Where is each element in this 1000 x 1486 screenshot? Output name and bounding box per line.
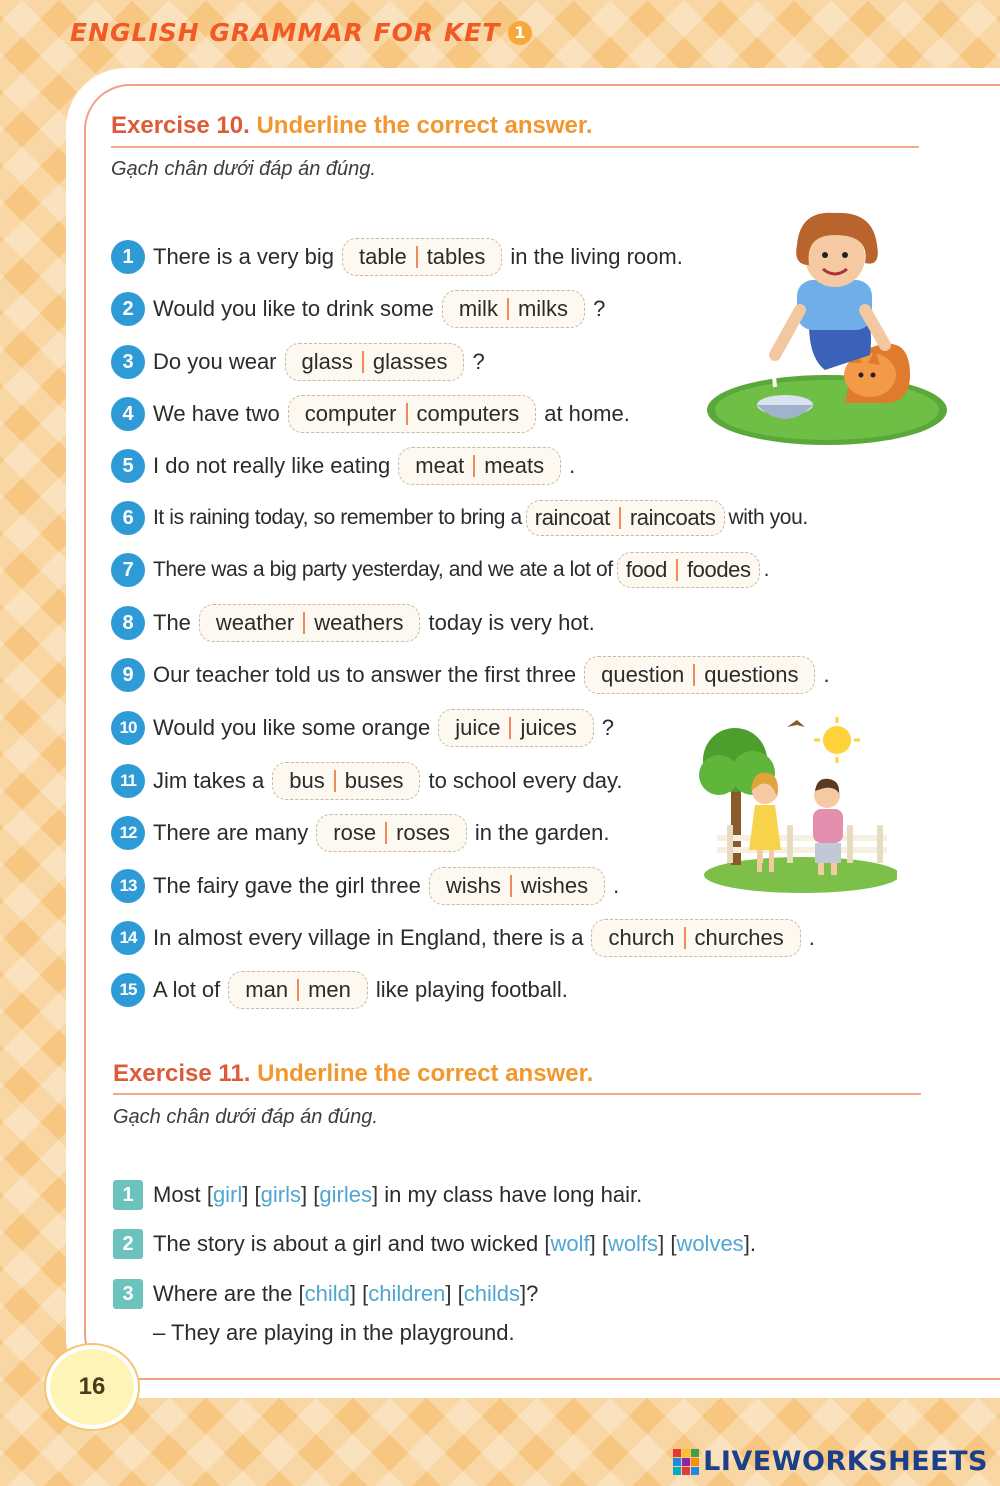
question-row xyxy=(111,866,619,906)
question-number: 9 xyxy=(111,658,145,692)
answer-choice[interactable]: wolves xyxy=(676,1231,744,1256)
question-number: 11 xyxy=(111,764,145,798)
exercise-11-subtitle: Gạch chân dưới đáp án đúng. xyxy=(113,1106,378,1128)
exercise-10-heading xyxy=(111,112,593,140)
question-number: 14 xyxy=(111,921,145,955)
question-text-before: In almost every village in England, there is a xyxy=(153,925,584,950)
question-row: 2 The story is about a girl and two wicked [ wolf ] [ wolfs ] [ wolves ] . xyxy=(113,1229,756,1259)
answer-option[interactable]: table xyxy=(358,244,407,269)
answer-choice-box xyxy=(342,238,502,276)
question-text-after: ? xyxy=(526,1281,539,1306)
question-number: 10 xyxy=(111,711,145,745)
unit-badge: 1 xyxy=(508,21,532,45)
question-text-after: ? xyxy=(593,296,606,321)
question-text-after: . xyxy=(613,873,620,898)
answer-choice[interactable]: children xyxy=(368,1281,446,1306)
answer-option[interactable]: weather xyxy=(215,610,295,635)
answer-option[interactable]: meat xyxy=(415,453,465,478)
answer-option[interactable]: bus xyxy=(289,768,325,793)
question-number: 13 xyxy=(111,869,145,903)
question-text-after: . xyxy=(808,925,815,950)
question-text-after: . xyxy=(749,1231,756,1256)
question-text-after: in my class have long hair. xyxy=(384,1182,643,1207)
answer-option[interactable]: computer xyxy=(304,401,397,426)
question-row xyxy=(111,655,830,695)
question-text-before: We have two xyxy=(153,401,280,426)
answer-option[interactable]: meats xyxy=(484,453,545,478)
exercise-11-heading xyxy=(113,1060,593,1088)
question-row xyxy=(111,550,769,590)
answer-line: – They are playing in the playground. xyxy=(153,1320,515,1345)
question-number: 2 xyxy=(113,1229,143,1259)
footer-rule xyxy=(130,1378,1000,1380)
option-divider xyxy=(693,664,695,686)
answer-option[interactable]: raincoats xyxy=(629,505,716,530)
exercise-11-rule xyxy=(113,1093,921,1095)
question-text-after: ? xyxy=(601,715,614,740)
exercise-10-subtitle: Gạch chân dưới đáp án đúng. xyxy=(111,158,376,180)
question-text-before: It is raining today, so remember to bring a xyxy=(153,506,522,529)
question-number: 7 xyxy=(111,553,145,587)
question-text-after: like playing football. xyxy=(375,977,568,1002)
answer-choice-box xyxy=(584,656,815,694)
question-text-before: Would you like some orange xyxy=(153,715,431,740)
answer-option[interactable]: wishes xyxy=(520,873,589,898)
option-divider xyxy=(385,822,387,844)
exercise-11-instruction: Underline the correct answer. xyxy=(257,1060,594,1087)
answer-option[interactable]: men xyxy=(308,977,351,1002)
exercise-10-instruction: Underline the correct answer. xyxy=(256,112,593,139)
answer-option[interactable]: juices xyxy=(520,715,577,740)
answer-option[interactable]: rose xyxy=(333,820,377,845)
answer-choice-box xyxy=(272,762,420,800)
liveworksheets-logo-icon xyxy=(673,1449,699,1475)
answer-choice-box xyxy=(288,395,536,433)
question-text-before: The story is about a girl and two wicked xyxy=(153,1231,539,1256)
question-row: 1 Most [ girl ] [ girls ] [ girles ] in my class have long hair. xyxy=(113,1180,642,1210)
answer-choice-box xyxy=(591,919,800,957)
question-text-before: There was a big party yesterday, and we ate a lot of xyxy=(153,558,613,581)
option-divider xyxy=(676,559,678,581)
answer-choice-box xyxy=(442,290,585,328)
answer-choice-box xyxy=(398,447,561,485)
children-in-garden-illustration xyxy=(697,715,897,893)
answer-option[interactable]: church xyxy=(608,925,675,950)
question-row xyxy=(111,498,808,538)
question-text-before: The xyxy=(153,610,191,635)
option-divider xyxy=(509,717,511,739)
option-divider xyxy=(362,351,364,373)
question-text-before: The fairy gave the girl three xyxy=(153,873,421,898)
answer-option[interactable]: wishs xyxy=(445,873,501,898)
question-text-before: There is a very big xyxy=(153,244,334,269)
question-text-after: . xyxy=(569,453,576,478)
question-text-before: Where are the xyxy=(153,1281,293,1306)
question-row xyxy=(111,603,595,643)
question-text-before: A lot of xyxy=(153,977,221,1002)
question-text-before: I do not really like eating xyxy=(153,453,391,478)
question-number: 8 xyxy=(111,606,145,640)
question-number: 1 xyxy=(113,1180,143,1210)
question-number: 1 xyxy=(111,240,145,274)
question-text-after: at home. xyxy=(544,401,630,426)
question-text-after: in the garden. xyxy=(474,820,610,845)
question-row xyxy=(111,918,815,958)
option-divider xyxy=(507,298,509,320)
question-text-after: today is very hot. xyxy=(428,610,595,635)
answer-choice-box xyxy=(285,343,465,381)
answer-option[interactable]: juice xyxy=(455,715,501,740)
option-divider xyxy=(510,875,512,897)
answer-option[interactable]: milk xyxy=(458,296,498,321)
option-divider xyxy=(473,455,475,477)
answer-choice[interactable]: girles xyxy=(319,1182,372,1207)
answer-choice-box xyxy=(429,867,605,905)
question-number: 15 xyxy=(111,973,145,1007)
question-text-before: Jim takes a xyxy=(153,768,265,793)
answer-option[interactable]: roses xyxy=(396,820,450,845)
option-divider xyxy=(303,612,305,634)
answer-option[interactable]: weathers xyxy=(314,610,404,635)
question-number: 3 xyxy=(111,345,145,379)
answer-option[interactable]: questions xyxy=(704,662,799,687)
page-number-badge: 16 xyxy=(46,1345,138,1429)
liveworksheets-brand xyxy=(673,1446,988,1477)
answer-option[interactable]: milks xyxy=(517,296,569,321)
book-title xyxy=(70,18,532,47)
option-divider xyxy=(406,403,408,425)
answer-option[interactable]: glasses xyxy=(372,349,448,374)
answer-choice-box xyxy=(228,971,368,1009)
question-text-before: Would you like to drink some xyxy=(153,296,434,321)
question-row xyxy=(111,970,568,1010)
question-text-after: ? xyxy=(472,349,485,374)
question-number: 12 xyxy=(111,816,145,850)
answer-option[interactable]: tables xyxy=(426,244,486,269)
question-text-after: . xyxy=(763,558,770,581)
answer-option[interactable]: computers xyxy=(416,401,520,426)
option-divider xyxy=(416,246,418,268)
question-row xyxy=(111,342,485,382)
question-text-after: . xyxy=(823,662,830,687)
answer-choice-box xyxy=(617,552,760,588)
answer-option[interactable]: question xyxy=(601,662,685,687)
answer-choice[interactable]: wolfs xyxy=(607,1231,659,1256)
answer-choice[interactable]: childs xyxy=(463,1281,520,1306)
option-divider xyxy=(334,770,336,792)
question-text-after: in the living room. xyxy=(510,244,683,269)
question-text-after: to school every day. xyxy=(428,768,623,793)
question-text-before: Most xyxy=(153,1182,201,1207)
answer-choice[interactable]: wolf xyxy=(550,1231,590,1256)
answer-option[interactable]: buses xyxy=(344,768,404,793)
question-row xyxy=(111,708,614,748)
question-row xyxy=(111,289,605,329)
question-number: 4 xyxy=(111,397,145,431)
question-number: 6 xyxy=(111,501,145,535)
option-divider xyxy=(297,979,299,1001)
answer-option[interactable]: raincoat xyxy=(534,505,610,530)
question-text-after: with you. xyxy=(728,506,808,529)
answer-choice-box xyxy=(438,709,594,747)
question-row xyxy=(111,237,683,277)
exercise-11-number: Exercise 11. xyxy=(113,1060,251,1087)
exercise-10-number: Exercise 10. xyxy=(111,112,250,139)
boy-feeding-cat-illustration xyxy=(705,205,950,450)
question-text-before: Our teacher told us to answer the first three xyxy=(153,662,577,687)
answer-choice[interactable]: girls xyxy=(260,1182,301,1207)
question-row xyxy=(111,446,575,486)
answer-choice-box xyxy=(526,500,725,536)
answer-option[interactable]: churches xyxy=(694,925,784,950)
question-row xyxy=(111,394,630,434)
answer-option[interactable]: man xyxy=(245,977,289,1002)
brand-text: LIVEWORKSHEETS xyxy=(703,1446,988,1477)
book-title-text: ENGLISH GRAMMAR FOR KET xyxy=(70,18,501,47)
answer-choice[interactable]: child xyxy=(304,1281,350,1306)
exercise-10-rule xyxy=(111,146,919,148)
question-number: 5 xyxy=(111,449,145,483)
question-number: 2 xyxy=(111,292,145,326)
question-row xyxy=(111,761,623,801)
answer-choice[interactable]: girl xyxy=(212,1182,243,1207)
answer-option[interactable]: glass xyxy=(301,349,353,374)
answer-choice-box xyxy=(199,604,421,642)
answer-choice-box xyxy=(316,814,467,852)
option-divider xyxy=(619,507,621,529)
question-row xyxy=(111,813,609,853)
answer-option[interactable]: foodes xyxy=(686,557,751,582)
question-row: 3 Where are the [ child ] [ children ] [ childs ] ? xyxy=(113,1279,538,1309)
question-text-before: There are many xyxy=(153,820,309,845)
answer-option[interactable]: food xyxy=(625,557,667,582)
option-divider xyxy=(684,927,686,949)
question-text-before: Do you wear xyxy=(153,349,277,374)
question-number: 3 xyxy=(113,1279,143,1309)
